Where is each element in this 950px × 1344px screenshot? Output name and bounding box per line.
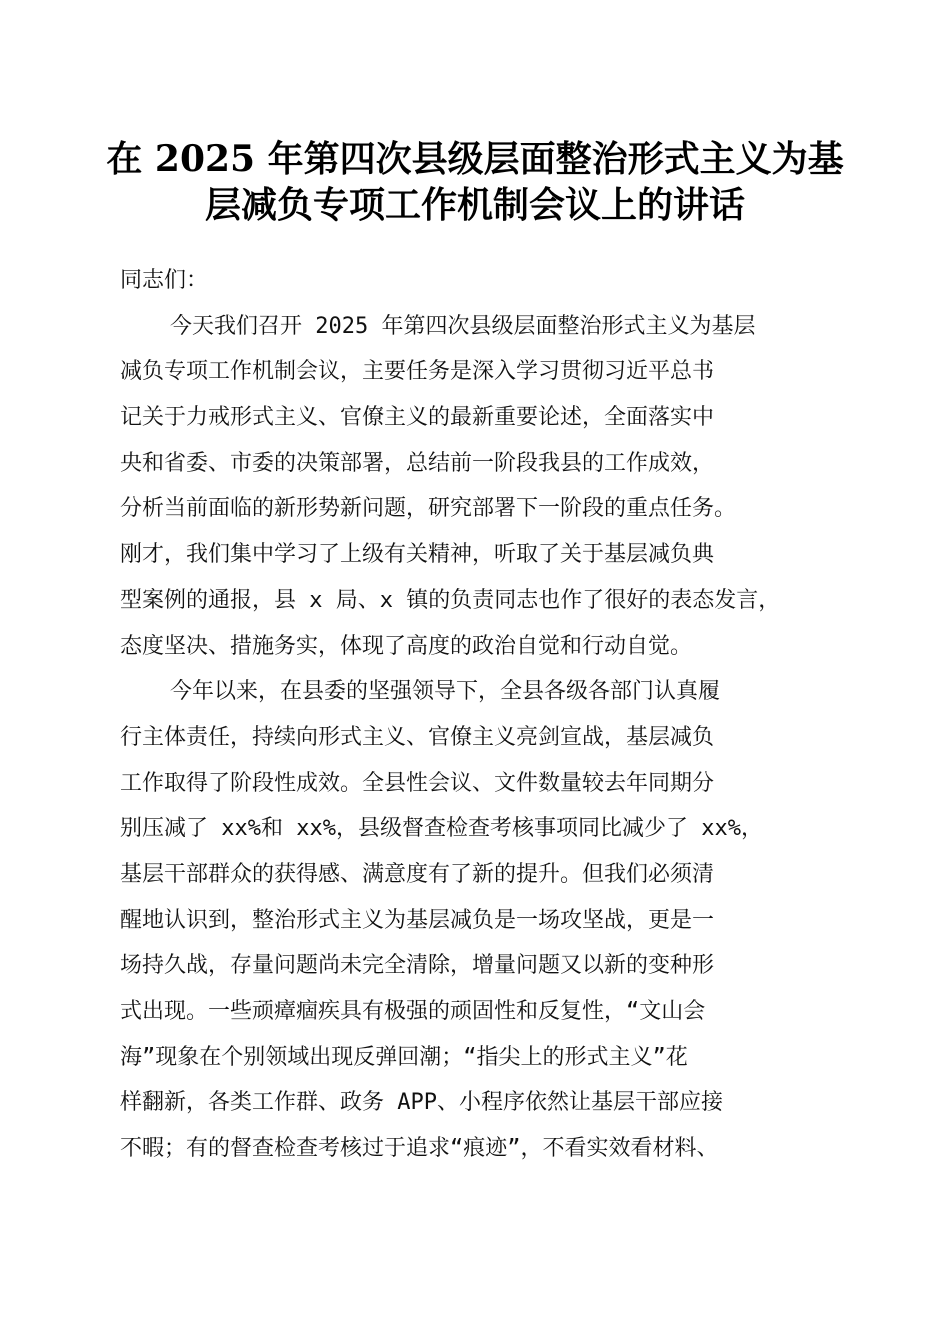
title-line: 在 2025 年第四次县级层面整治形式主义为基	[106, 138, 844, 180]
paragraph-1-line: 型案例的通报，县 x 局、x 镇的负责同志也作了很好的表态发言，	[120, 587, 781, 613]
document-title	[0, 136, 950, 228]
paragraph-1-line: 记关于力戒形式主义、官僚主义的最新重要论述，全面落实中	[120, 405, 715, 431]
paragraph-2-line: 醒地认识到，整治形式主义为基层减负是一场攻坚战，更是一	[120, 907, 715, 933]
title-line: 层减负专项工作机制会议上的讲话	[204, 184, 745, 226]
salutation: 同志们：	[120, 268, 209, 293]
paragraph-2-line: 场持久战，存量问题尚未完全清除，增量问题又以新的变种形	[120, 953, 715, 979]
paragraph-2-line: 今年以来，在县委的坚强领导下，全县各级各部门认真履	[170, 679, 721, 705]
paragraph-1-line: 刚才，我们集中学习了上级有关精神，听取了关于基层减负典	[120, 542, 715, 568]
paragraph-1-line: 央和省委、市委的决策部署，总结前一阶段我县的工作成效，	[120, 450, 715, 476]
paragraph-2-line: 基层干部群众的获得感、满意度有了新的提升。但我们必须清	[120, 861, 715, 887]
paragraph-2-line: 样翻新，各类工作群、政务 APP、小程序依然让基层干部应接	[120, 1090, 723, 1116]
paragraph-1-line: 分析当前面临的新形势新问题，研究部署下一阶段的重点任务。	[120, 496, 737, 522]
paragraph-1-line: 减负专项工作机制会议，主要任务是深入学习贯彻习近平总书	[120, 359, 715, 385]
paragraph-2-line: 式出现。一些顽瘴痼疾具有极强的顽固性和反复性，“文山会	[120, 999, 706, 1024]
paragraph-2-line: 海”现象在个别领域出现反弹回潮；“指尖上的形式主义”花	[120, 1044, 688, 1070]
paragraph-2-line: 别压减了 xx%和 xx%，县级督查检查考核事项同比减少了 xx%，	[120, 816, 763, 842]
document-body	[120, 258, 840, 1172]
paragraph-2-line: 工作取得了阶段性成效。全县性会议、文件数量较去年同期分	[120, 770, 715, 796]
paragraph-2-line: 不暇；有的督查检查考核过于追求“痕迹”，不看实效看材料、	[120, 1136, 719, 1162]
paragraph-1-line: 态度坚决、措施务实，体现了高度的政治自觉和行动自觉。	[120, 633, 693, 659]
paragraph-2-line: 行主体责任，持续向形式主义、官僚主义亮剑宣战，基层减负	[120, 724, 715, 750]
paragraph-1-line: 今天我们召开 2025 年第四次县级层面整治形式主义为基层	[170, 313, 756, 339]
